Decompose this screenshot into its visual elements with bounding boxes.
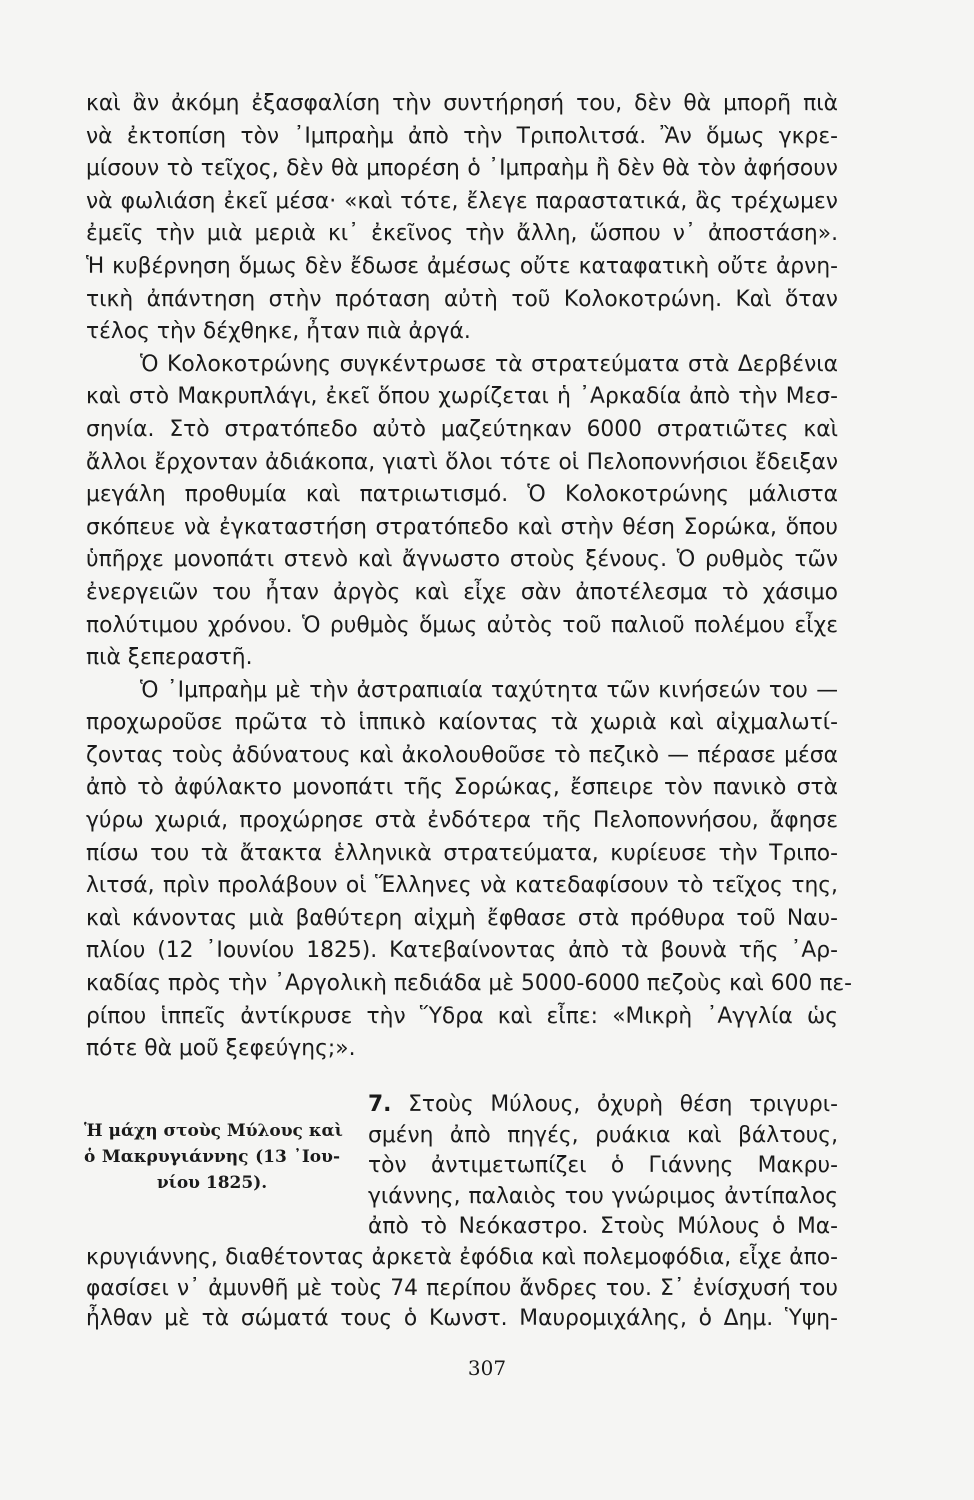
text-line: ἐνεργειῶν του ἦταν ἀργὸς καὶ εἶχε σὰν ἀποτέλεσμα τὸ χάσιμο (86, 579, 838, 605)
text-line: νὰ φωλιάση ἐκεῖ μέσα· «καὶ τότε, ἔλεγε παραστατικά, ἂς τρέχωμεν (86, 188, 838, 214)
main-text (86, 88, 852, 1066)
text-line: ἦλθαν μὲ τὰ σώματά τους ὁ Κωνστ. Μαυρομιχάλης, ὁ Δημ. Ὑψη- (86, 1306, 838, 1332)
margin-heading-line: ὁ Μακρυγιάννης (13 ᾿Ιου- (84, 1147, 340, 1167)
section-first-line (368, 1090, 838, 1121)
text-line: ρίπου ἱππεῖς ἀντίκρυσε τὴν Ὕδρα καὶ εἶπε: «Μικρὴ ᾿Αγγλία ὡς (86, 1003, 838, 1029)
section-first-line-text: Στοὺς Μύλους, ὀχυρὴ θέση τριγυρι- (408, 1092, 838, 1117)
text-line: μεγάλη προθυμία καὶ πατριωτισμό. Ὁ Κολοκοτρώνης μάλιστα (86, 482, 838, 508)
text-line: ἀπὸ τὸ Νεόκαστρο. Στοὺς Μύλους ὁ Μα- (368, 1214, 838, 1240)
text-line: φασίσει ν᾿ ἀμυνθῆ μὲ τοὺς 74 περίπου ἄνδρες του. Σ᾿ ἐνίσχυσή του (86, 1275, 838, 1301)
text-line: σηνία. Στὸ στρατόπεδο αὐτὸ μαζεύτηκαν 6000 στρατιῶτες καὶ (86, 416, 838, 442)
text-line: πότε θὰ μοῦ ξεφεύγης;». (86, 1036, 356, 1062)
text-line: ἀπὸ τὸ ἀφύλακτο μονοπάτι τῆς Σορώκας, ἔσπειρε τὸν πανικὸ στὰ (86, 775, 838, 801)
page-number: 307 (467, 1356, 507, 1380)
text-line: καὶ κάνοντας μιὰ βαθύτερη αἰχμὴ ἔφθασε στὰ πρόθυρα τοῦ Ναυ- (86, 905, 838, 931)
text-line: τικὴ ἀπάντηση στὴν πρόταση αὐτὴ τοῦ Κολοκοτρώνη. Καὶ ὅταν (86, 286, 838, 312)
text-line: προχωροῦσε πρῶτα τὸ ἱππικὸ καίοντας τὰ χωριὰ καὶ αἰχμαλωτί- (86, 710, 838, 736)
text-line: Ἡ κυβέρνηση ὅμως δὲν ἔδωσε ἀμέσως οὔτε καταφατικὴ οὔτε ἀρνη- (86, 253, 838, 279)
text-line: καδίας πρὸς τὴν ᾿Αργολικὴ πεδιάδα μὲ 5000-6000 πεζοὺς καὶ 600 πε- (86, 971, 852, 997)
text-line: μίσουν τὸ τεῖχος, δὲν θὰ μπορέση ὁ ᾿Ιμπραὴμ ἢ δὲν θὰ τὸν ἀφήσουν (86, 156, 838, 182)
text-line: πιὰ ξεπεραστῆ. (86, 645, 253, 671)
text-line: τὸν ἀντιμετωπίζει ὁ Γιάννης Μακρυ- (368, 1153, 838, 1179)
text-line: πίσω του τὰ ἄτακτα ἑλληνικὰ στρατεύματα, κυρίευσε τὴν Τριπο- (86, 840, 838, 866)
text-line: ζοντας τοὺς ἀδύνατους καὶ ἀκολουθοῦσε τὸ πεζικὸ — πέρασε μέσα (86, 742, 838, 768)
margin-heading-line: Ἡ μάχη στοὺς Μύλους καὶ (84, 1121, 343, 1141)
text-line: πολύτιμου χρόνου. Ὁ ρυθμὸς ὅμως αὐτὸς τοῦ παλιοῦ πολέμου εἶχε (86, 612, 838, 638)
text-line: Ὁ ᾿Ιμπραὴμ μὲ τὴν ἀστραπιαία ταχύτητα τῶν κινήσεών του — (140, 677, 838, 703)
text-line: σμένη ἀπὸ πηγές, ρυάκια καὶ βάλτους, (368, 1122, 838, 1148)
text-line: κρυγιάννης, διαθέτοντας ἀρκετὰ ἐφόδια καὶ πολεμοφόδια, εἶχε ἀπο- (86, 1244, 838, 1270)
text-line: σκόπευε νὰ ἐγκαταστήση στρατόπεδο καὶ στὴν θέση Σορώκα, ὅπου (86, 514, 838, 540)
text-line: γύρω χωριά, προχώρησε στὰ ἐνδότερα τῆς Πελοποννήσου, ἄφησε (86, 808, 838, 834)
text-line: ὑπῆρχε μονοπάτι στενὸ καὶ ἄγνωστο στοὺς ξένους. Ὁ ρυθμὸς τῶν (86, 547, 838, 573)
text-line: ἄλλοι ἔρχονταν ἀδιάκοπα, γιατὶ ὅλοι τότε οἱ Πελοποννήσιοι ἔδειξαν (86, 449, 838, 475)
text-line: καὶ ἂν ἀκόμη ἐξασφαλίση τὴν συντήρησή του, δὲν θὰ μπορῆ πιὰ (86, 91, 838, 116)
section-7-text (86, 1090, 838, 1335)
text-line: Ὁ Κολοκοτρώνης συγκέντρωσε τὰ στρατεύματα στὰ Δερβένια (140, 351, 838, 377)
section-number: 7. (368, 1092, 392, 1117)
text-line: πλίου (12 ᾿Ιουνίου 1825). Κατεβαίνοντας ἀπὸ τὰ βουνὰ τῆς ᾿Αρ- (86, 938, 838, 964)
text-line: ἐμεῖς τὴν μιὰ μεριὰ κι᾿ ἐκεῖνος τὴν ἄλλη, ὥσπου ν᾿ ἀποστάση». (86, 221, 838, 247)
text-line: λιτσά, πρὶν προλάβουν οἱ Ἕλληνες νὰ κατεδαφίσουν τὸ τεῖχος της, (86, 873, 838, 899)
margin-heading-line: νίου 1825). (156, 1173, 268, 1193)
text-line: γιάννης, παλαιὸς του γνώριμος ἀντίπαλος (368, 1183, 838, 1209)
text-line: τέλος τὴν δέχθηκε, ἦταν πιὰ ἀργά. (86, 319, 471, 345)
text-line: καὶ στὸ Μακρυπλάγι, ἐκεῖ ὅπου χωρίζεται ἡ ᾿Αρκαδία ἀπὸ τὴν Μεσ- (86, 384, 838, 410)
text-line: νὰ ἐκτοπίση τὸν ᾿Ιμπραὴμ ἀπὸ τὴν Τριπολιτσά. Ἂν ὅμως γκρε- (86, 123, 838, 149)
